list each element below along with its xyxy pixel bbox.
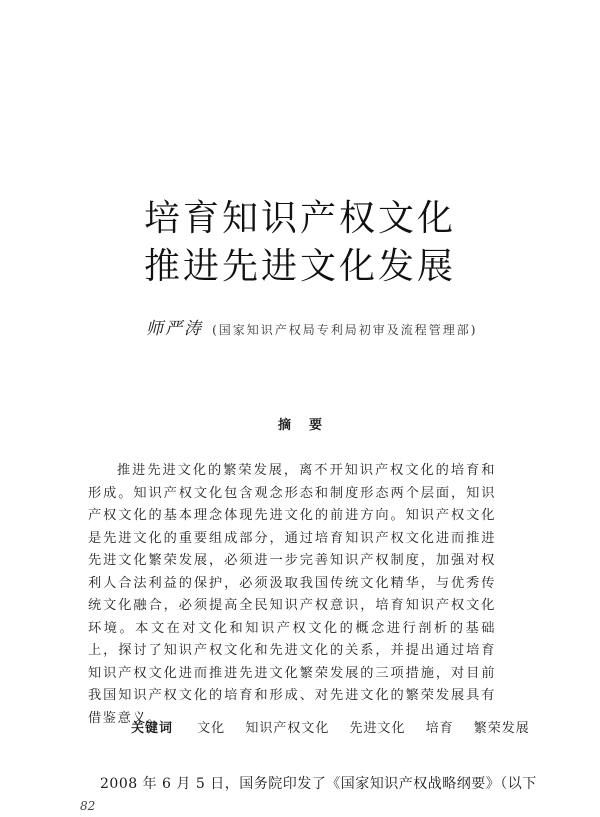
- body-text-line: 2008 年 6 月 5 日，国务院印发了《国家知识产权战略纲要》（以下: [100, 776, 537, 792]
- keyword-item: 先进文化: [349, 721, 406, 736]
- abstract-heading: 摘要: [277, 418, 340, 433]
- keyword-item: 文化: [197, 721, 226, 736]
- title-line-1: 培育知识产权文化: [143, 198, 456, 239]
- keywords-line: [131, 717, 546, 736]
- keyword-item: 繁荣发展: [473, 721, 530, 736]
- author-affiliation: (国家知识产权局专利局初审及流程管理部): [212, 323, 478, 337]
- keyword-item: 培育: [425, 721, 454, 736]
- keywords-label: 关键词: [131, 721, 174, 736]
- author-line: [146, 314, 477, 339]
- title-line-2: 推进先进文化发展: [143, 246, 456, 287]
- page-number: 82: [80, 799, 96, 813]
- author-name: 师严涛: [146, 319, 203, 339]
- abstract-text: 推进先进文化的繁荣发展，离不开知识产权文化的培育和形成。知识产权文化包含观念形态和制度形态两个层面，知识产权文化的基本理念体现先进文化的前进方向。知识产权文化是先进文化的重要组成部分，通过培育知识产权文化进而推进先进文化繁荣发展，必须进一步完善知识产权制度，加强对权利人合法利益的保护，必须汲取我国传统文化精华，与优秀传统文化融合，必须提高全民知识产权意识，培育知识产权文化环境。本文在对文化和知识产权文化的概念进行剖析的基础上，探讨了知识产权文化和先进文化的关系，并提出通过培育知识产权文化进而推进先进文化繁荣发展的三项措施，对目前我国知识产权文化的培育和形成、对先进文化的繁荣发展具有借鉴意义。: [88, 463, 496, 726]
- keyword-item: 知识产权文化: [245, 721, 330, 736]
